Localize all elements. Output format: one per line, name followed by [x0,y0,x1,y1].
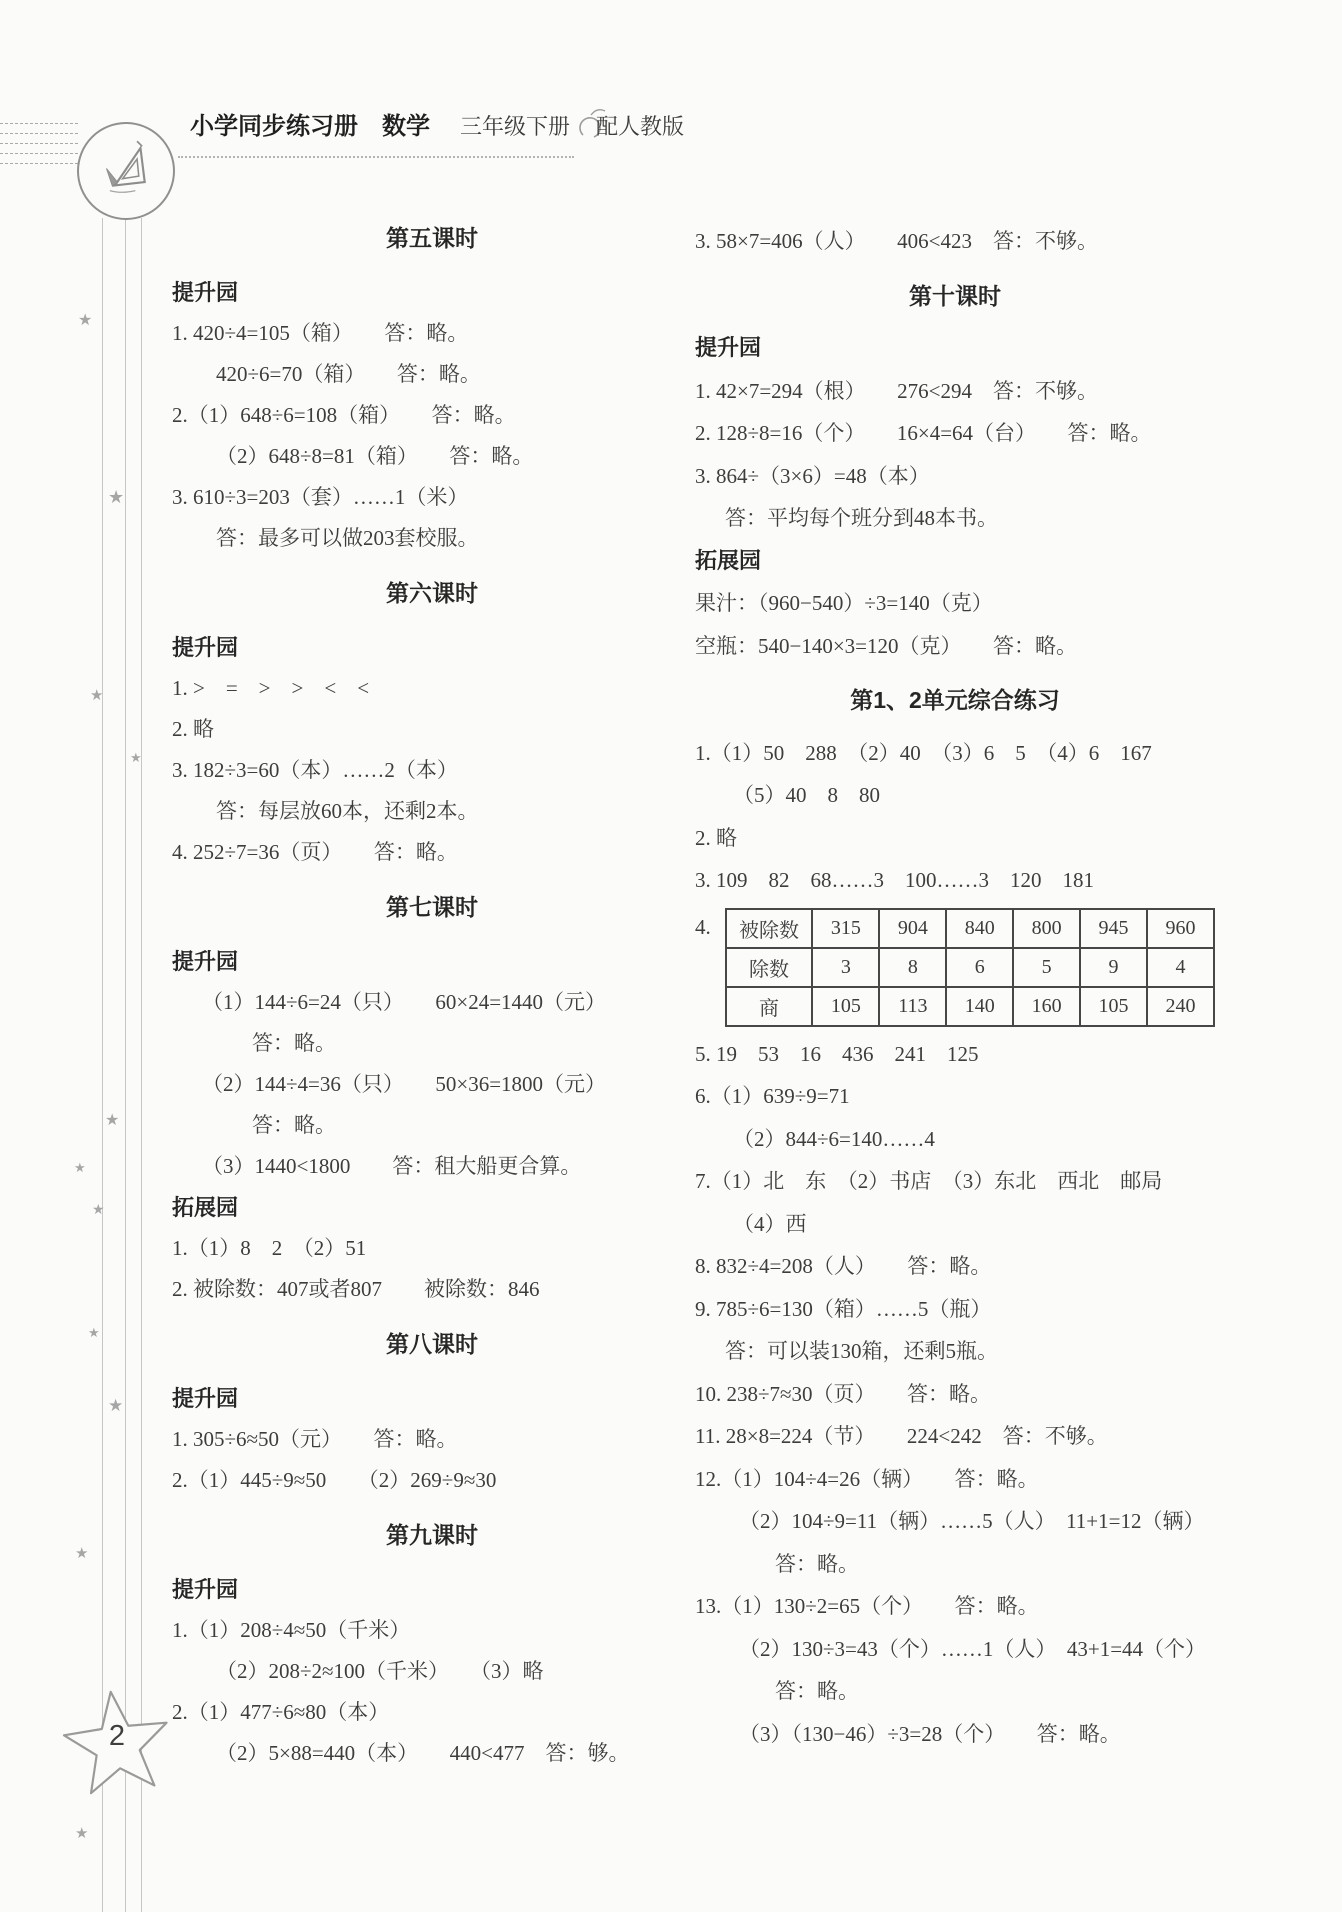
star-icon: ★ [78,310,93,329]
answer-line: （1）144÷6=24（只） 60×24=1440（元） [202,990,607,1014]
table-row [726,948,1214,987]
table-cell: 除数 [726,948,813,987]
table-row [726,909,1214,948]
triangle-ruler-icon [86,131,166,211]
answer-line: （3）（130−46）÷3=28（个） 答：略。 [739,1721,1121,1746]
answer-line: 答：可以装130箱，还剩5瓶。 [725,1339,998,1363]
staff-line [0,153,78,154]
margin-line [102,218,103,1912]
answer-line: 1.（1）8 2 （2）51 [172,1236,367,1260]
answer-line: 420÷6=70（箱） 答：略。 [216,362,481,386]
answer-line: 10. 238÷7≈30（页） 答：略。 [695,1381,992,1406]
answer-line: 8. 832÷4=208（人） 答：略。 [695,1254,992,1278]
answer-line: 果汁：（960−540）÷3=140（克） [695,591,993,615]
star-icon: ★ [108,487,125,508]
table-cell: 105 [812,987,879,1026]
section-heading: 第十课时 [909,282,1001,309]
table-cell: 904 [879,909,946,948]
answer-line: （2）104÷9=11（辆）……5（人） 11+1=12（辆） [739,1509,1205,1533]
answer-line: 答：每层放60本，还剩2本。 [216,799,479,823]
answer-line: 2.（1）445÷9≈50 （2）269÷9≈30 [172,1468,497,1492]
staff-line [0,163,78,164]
answer-line: 9. 785÷6=130（箱）……5（瓶） [695,1296,992,1321]
subject-title: 数学 [382,113,430,140]
subsection-label: 提升园 [172,1386,239,1411]
answer-line: 答：略。 [775,1679,859,1703]
margin-line [125,218,126,1912]
answer-line: 11. 28×8=224（节） 224<242 答：不够。 [695,1424,1108,1448]
header-title [190,106,684,141]
logo-circle [77,122,175,220]
margin-line [141,218,142,1912]
star-icon: ★ [75,1544,89,1562]
star-icon: ★ [92,1202,105,1218]
answer-line: （2）648÷8=81（箱） 答：略。 [216,444,534,468]
answer-line: 2. 略 [695,825,737,850]
subsection-label: 提升园 [695,335,762,360]
answer-line: 3. 58×7=406（人） 406<423 答：不够。 [695,229,1099,253]
table-cell: 840 [946,909,1013,948]
subsection-label: 提升园 [172,280,239,305]
answer-line: 3. 109 82 68……3 100……3 120 181 [695,868,1094,892]
answer-line: 1. 42×7=294（根） 276<294 答：不够。 [695,378,1099,403]
table-cell: 800 [1013,909,1080,948]
answer-line: （2）844÷6=140……4 [733,1126,935,1151]
section-heading: 第七课时 [386,894,478,920]
table-cell: 9 [1080,948,1147,987]
answer-line: 4. 252÷7=36（页） 答：略。 [172,840,458,864]
staff-line [0,143,78,144]
answer-line: 2. 128÷8=16（个） 16×4=64（台） 答：略。 [695,421,1152,445]
section-heading: 第九课时 [386,1522,478,1548]
answer-line: 空瓶：540−140×3=120（克） 答：略。 [695,633,1078,658]
table-cell: 960 [1147,909,1214,948]
right-column [695,220,1215,1755]
answer-line: 答：略。 [252,1113,336,1137]
subsection-label: 拓展园 [172,1195,239,1220]
answers-table [725,908,1215,1027]
table-cell: 6 [946,948,1013,987]
answer-line: 答：平均每个班分到48本书。 [725,506,998,530]
answer-line: 2.（1）477÷6≈80（本） [172,1700,390,1724]
answer-line: （2）5×88=440（本） 440<477 答：够。 [216,1741,630,1765]
table-cell: 被除数 [726,909,813,948]
answers-table-block [695,907,1215,1027]
page-number: 2 [108,1719,126,1752]
staff-line [0,133,78,134]
table-item-label: 4. [695,914,711,939]
answer-line: 6.（1）639÷9=71 [695,1084,850,1108]
left-column [172,204,692,1774]
answer-line: 5. 19 53 16 436 241 125 [695,1041,979,1066]
star-icon: ★ [74,1161,86,1176]
star-icon: ★ [90,686,104,704]
answer-line: 1. > = > > < < [172,676,370,700]
star-icon: ★ [108,1396,124,1416]
table-cell: 240 [1147,987,1214,1026]
answer-line: 3. 610÷3=203（套）……1（米） [172,485,469,509]
table-cell: 160 [1013,987,1080,1026]
answer-line: （2）130÷3=43（个）……1（人） 43+1=44（个） [739,1636,1207,1661]
star-icon: ★ [130,751,142,766]
answer-line: 2. 略 [172,717,214,741]
table-cell: 113 [879,987,946,1026]
answer-line: 12.（1）104÷4=26（辆） 答：略。 [695,1466,1039,1491]
table-cell: 945 [1080,909,1147,948]
answer-line: 答：略。 [252,1031,336,1055]
section-heading: 第八课时 [386,1331,478,1357]
table-cell: 8 [879,948,946,987]
answer-line: 3. 182÷3=60（本）……2（本） [172,758,458,782]
answer-line: （2）208÷2≈100（千米） （3）略 [216,1659,544,1683]
answer-line: 答：略。 [775,1551,859,1576]
answer-line: 2.（1）648÷6=108（箱） 答：略。 [172,403,516,427]
section-heading: 第五课时 [386,225,478,251]
table-cell: 140 [946,987,1013,1026]
star-icon: ★ [105,1110,120,1129]
section-heading: 第六课时 [386,580,478,606]
star-icon: ★ [88,1326,100,1341]
table-cell: 105 [1080,987,1147,1026]
answer-line: 1.（1）208÷4≈50（千米） [172,1618,411,1642]
table-cell: 5 [1013,948,1080,987]
table-cell: 315 [812,909,879,948]
star-icon: ★ [75,1824,89,1842]
section-heading: 第1、2单元综合练习 [850,687,1060,713]
answer-line: 2. 被除数：407或者807 被除数：846 [172,1277,540,1301]
dotted-rule [178,156,574,158]
answer-line: （3）1440<1800 答：租大船更合算。 [202,1154,582,1178]
answer-line: （4）西 [733,1211,807,1236]
subsection-label: 提升园 [172,949,239,974]
answer-line: （2）144÷4=36（只） 50×36=1800（元） [202,1072,607,1096]
answer-line: 7.（1）北 东 （2）书店 （3）东北 西北 邮局 [695,1169,1163,1193]
answer-line: 1.（1）50 288 （2）40 （3）6 5 （4）6 167 [695,740,1152,765]
table-cell: 3 [812,948,879,987]
answer-line: 1. 305÷6≈50（元） 答：略。 [172,1427,458,1451]
answer-line: 13.（1）130÷2=65（个） 答：略。 [695,1594,1039,1618]
grade-label: 三年级下册 [460,114,571,139]
answer-line: 1. 420÷4=105（箱） 答：略。 [172,321,469,345]
series-title: 小学同步练习册 [190,113,358,140]
edition-label: 配人教版 [596,114,685,139]
table-cell: 4 [1147,948,1214,987]
staff-line [0,123,78,124]
subsection-label: 提升园 [172,1577,239,1602]
subsection-label: 拓展园 [695,547,762,573]
subsection-label: 提升园 [172,635,239,660]
answer-line: （5）40 8 80 [733,783,880,807]
table-cell: 商 [726,987,813,1026]
table-row [726,987,1214,1026]
answer-line: 答：最多可以做203套校服。 [216,526,479,550]
answer-line: 3. 864÷（3×6）=48（本） [695,463,930,488]
